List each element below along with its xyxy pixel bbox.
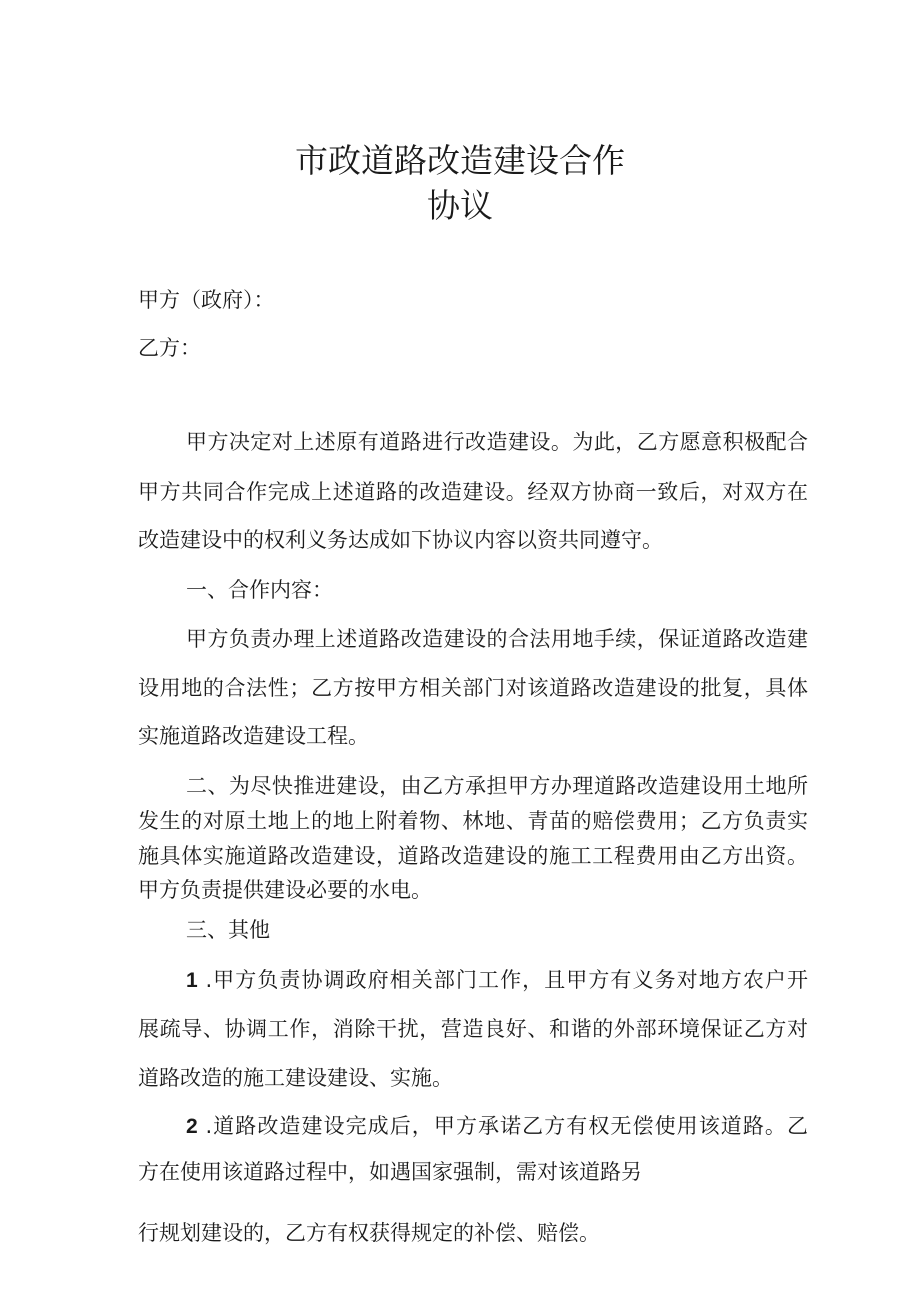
section3-heading: 三、其他 bbox=[186, 918, 270, 942]
document-title-line2: 协议 bbox=[427, 186, 493, 225]
section2-line-1: 二、为尽快推进建设，由乙方承担甲方办理道路改造建设用土地所 bbox=[186, 774, 808, 798]
section2-line-2: 发生的对原土地上的地上附着物、林地、青苗的赔偿费用；乙方负责实 bbox=[138, 809, 808, 833]
item2-line-2: 方在使用该道路过程中，如遇国家强制，需对该道路另 bbox=[138, 1160, 642, 1184]
item1-line-2: 展疏导、协调工作，消除干扰，营造良好、和谐的外部环境保证乙方对 bbox=[138, 1017, 808, 1041]
section1-heading: 一、合作内容： bbox=[186, 578, 333, 602]
section1-line-1: 甲方负责办理上述道路改造建设的合法用地手续，保证道路改造建 bbox=[186, 627, 808, 651]
item2-line-1-text: .道路改造建设完成后，甲方承诺乙方有权无偿使用该道路。乙 bbox=[205, 1114, 808, 1138]
section1-line-3: 实施道路改造建设工程。 bbox=[138, 724, 369, 748]
party-b-label: 乙方： bbox=[138, 336, 201, 360]
item1-line-1 bbox=[186, 966, 808, 995]
section2-line-3: 施具体实施道路改造建设，道路改造建设的施工工程费用由乙方出资。 bbox=[138, 844, 808, 868]
item2-number: 2 bbox=[186, 1115, 198, 1138]
item1-line-3: 道路改造的施工建设建设、实施。 bbox=[138, 1066, 453, 1090]
document-title-line1: 市政道路改造建设合作 bbox=[295, 141, 625, 180]
intro-line-2: 甲方共同合作完成上述道路的改造建设。经双方协商一致后，对双方在 bbox=[138, 480, 808, 504]
intro-line-3: 改造建设中的权利义务达成如下协议内容以资共同遵守。 bbox=[138, 528, 663, 552]
item2-line-1 bbox=[186, 1112, 808, 1141]
section1-line-2: 设用地的合法性；乙方按甲方相关部门对该道路改造建设的批复，具体 bbox=[138, 676, 808, 700]
item2-line-3: 行规划建设的，乙方有权获得规定的补偿、赔偿。 bbox=[138, 1221, 600, 1245]
intro-line-1: 甲方决定对上述原有道路进行改造建设。为此，乙方愿意积极配合 bbox=[186, 430, 808, 454]
party-a-label: 甲方（政府）： bbox=[138, 288, 275, 312]
item1-line-1-text: .甲方负责协调政府相关部门工作，且甲方有义务对地方农户开 bbox=[205, 968, 808, 992]
item1-number: 1 bbox=[186, 969, 198, 992]
section2-line-4: 甲方负责提供建设必要的水电。 bbox=[138, 878, 432, 902]
